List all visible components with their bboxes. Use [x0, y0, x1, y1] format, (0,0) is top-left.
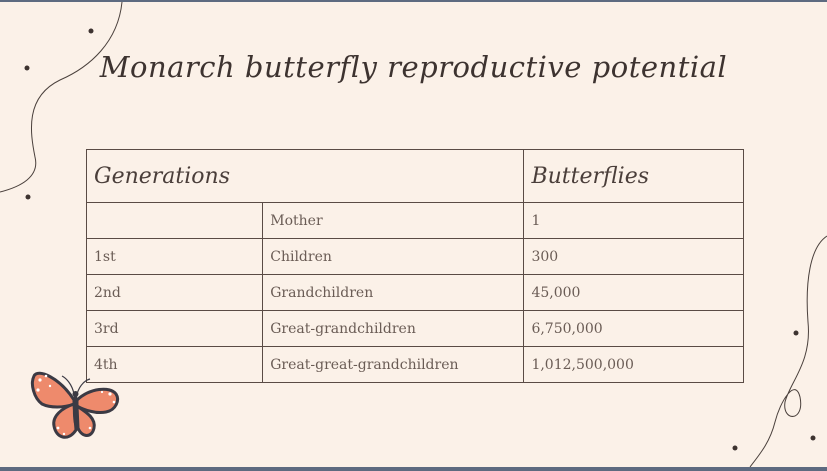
- dot-decoration: [733, 446, 738, 451]
- relation-cell: Grandchildren: [263, 275, 524, 311]
- table-header-row: [87, 150, 744, 203]
- relation-cell: Mother: [263, 203, 524, 239]
- generations-table: [86, 149, 744, 383]
- butterflies-cell: 1: [524, 203, 744, 239]
- relation-cell: Great-grandchildren: [263, 311, 524, 347]
- butterflies-cell: 1,012,500,000: [524, 347, 744, 383]
- butterfly-illustration: [30, 368, 122, 444]
- butterflies-cell: 45,000: [524, 275, 744, 311]
- butterflies-cell: 300: [524, 239, 744, 275]
- generation-cell: 2nd: [87, 275, 263, 311]
- generation-cell: 1st: [87, 239, 263, 275]
- table-row: [87, 347, 744, 383]
- generation-cell: 4th: [87, 347, 263, 383]
- relation-cell: Children: [263, 239, 524, 275]
- table-row: [87, 275, 744, 311]
- slide: [0, 2, 827, 467]
- table-row: [87, 311, 744, 347]
- table-row: [87, 239, 744, 275]
- dot-decoration: [811, 436, 816, 441]
- dot-decoration: [89, 29, 94, 34]
- slide-title: Monarch butterfly reproductive potential: [99, 50, 728, 84]
- header-butterflies: Butterflies: [524, 150, 744, 203]
- generation-cell: [87, 203, 263, 239]
- table-row: [87, 203, 744, 239]
- dot-decoration: [794, 331, 799, 336]
- generation-cell: 3rd: [87, 311, 263, 347]
- dot-decoration: [26, 195, 31, 200]
- butterflies-cell: 6,750,000: [524, 311, 744, 347]
- relation-cell: Great-great-grandchildren: [263, 347, 524, 383]
- header-generations: Generations: [87, 150, 524, 203]
